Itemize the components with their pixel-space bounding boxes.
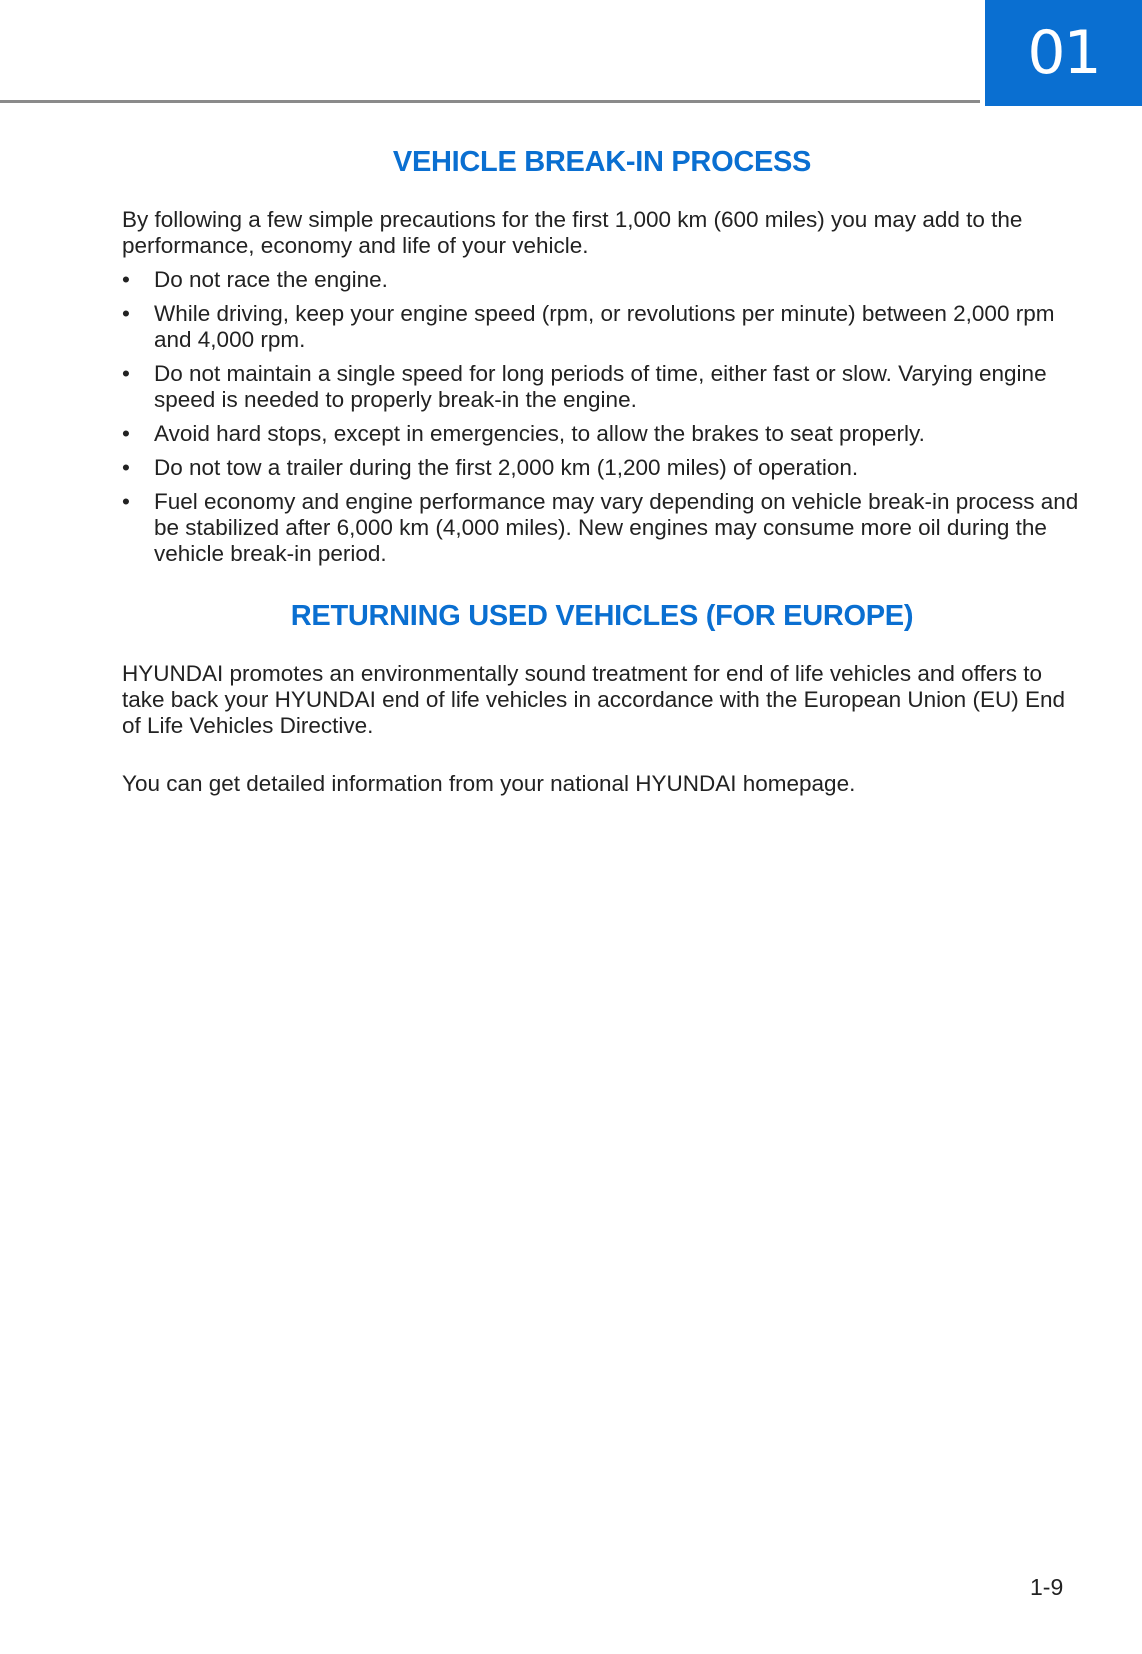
list-item: [122, 301, 1082, 353]
list-item: [122, 267, 1082, 293]
section-returning-vehicles: [122, 600, 1082, 797]
page-content: [122, 146, 1082, 797]
bullet-icon: •: [122, 267, 130, 292]
bullet-icon: •: [122, 421, 130, 446]
returning-paragraph: HYUNDAI promotes an environmentally sound treatment for end of life vehicles and offers to take back your HYUNDAI end of life vehicles in accordance with the European Union (EU) End of Life Vehicles Directive.: [122, 661, 1065, 738]
list-item-text: While driving, keep your engine speed (rpm, or revolutions per minute) between 2,000 rpm and 4,000 rpm.: [154, 301, 1055, 352]
header-rule: [0, 100, 980, 103]
break-in-list: [122, 267, 1082, 567]
list-item-text: Do not tow a trailer during the first 2,000 km (1,200 miles) of operation.: [154, 455, 859, 480]
break-in-intro: By following a few simple precautions for the first 1,000 km (600 miles) you may add to the performance, economy and life of your vehicle.: [122, 207, 1023, 258]
bullet-icon: •: [122, 301, 130, 326]
list-item-text: Do not maintain a single speed for long periods of time, either fast or slow. Varying engine speed is needed to properly break-in the engine.: [154, 361, 1047, 412]
list-item: [122, 421, 1082, 447]
list-item: [122, 361, 1082, 413]
list-item-text: Do not race the engine.: [154, 267, 388, 292]
chapter-tab: [985, 0, 1142, 106]
bullet-icon: •: [122, 361, 130, 386]
bullet-icon: •: [122, 455, 130, 480]
bullet-icon: •: [122, 489, 130, 514]
list-item: [122, 489, 1082, 567]
page-number: 1-9: [1030, 1574, 1064, 1600]
list-item: [122, 455, 1082, 481]
chapter-number: 01: [1027, 18, 1100, 88]
homepage-paragraph: You can get detailed information from your national HYUNDAI homepage.: [122, 771, 856, 796]
section-title-break-in: VEHICLE BREAK-IN PROCESS: [392, 146, 812, 178]
list-item-text: Avoid hard stops, except in emergencies, to allow the brakes to seat properly.: [154, 421, 925, 446]
list-item-text: Fuel economy and engine performance may vary depending on vehicle break-in process and be stabilized after 6,000 km (4,000 miles). New engines may consume more oil during the vehicle break-in period.: [154, 489, 1079, 566]
section-title-returning-vehicles: RETURNING USED VEHICLES (FOR EUROPE): [290, 600, 914, 632]
section-break-in: [122, 146, 1082, 567]
